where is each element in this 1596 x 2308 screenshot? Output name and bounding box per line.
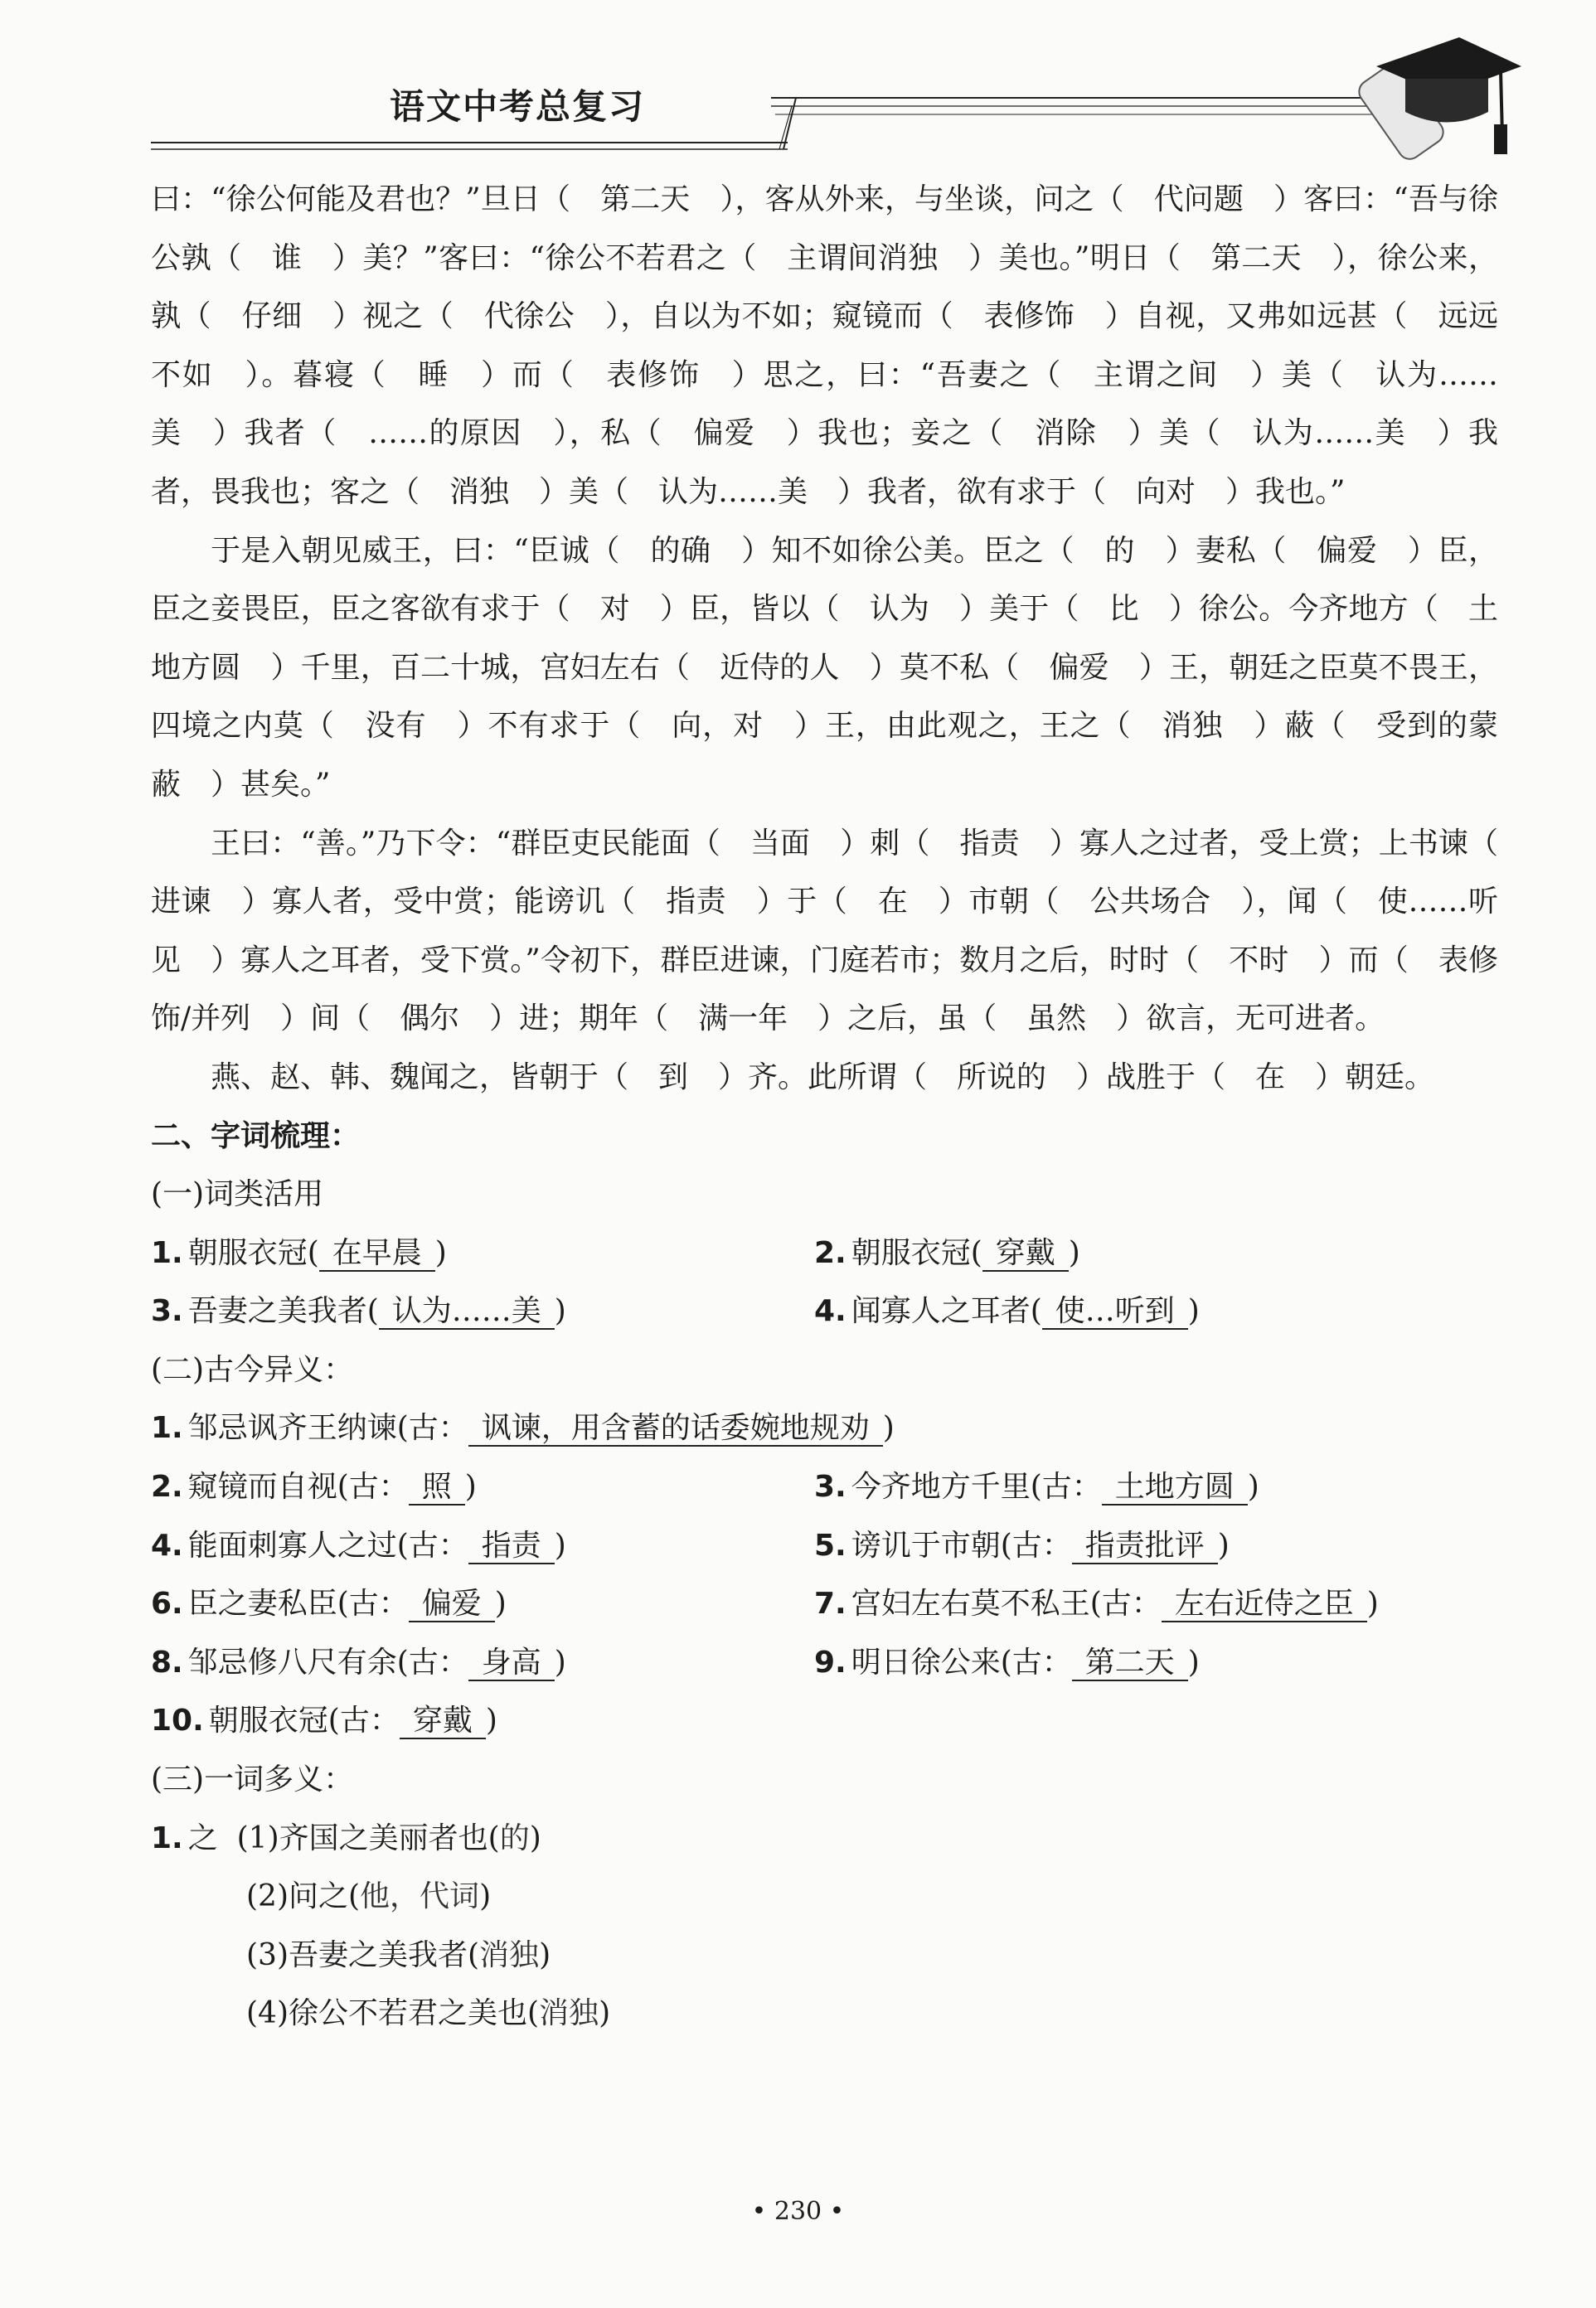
header-decoration <box>0 0 1596 166</box>
answer-blank[interactable]: 照 <box>409 1471 465 1506</box>
section-heading: 二、字词梳理： <box>151 1118 361 1153</box>
question-item: 8. 邹忌修八尺有余(古： 身高 ) <box>151 1645 566 1680</box>
question-item: 6. 臣之妻私臣(古： 偏爱 ) <box>151 1587 507 1622</box>
answer-blank[interactable]: 认为……美 <box>379 1295 555 1330</box>
polysemy-item: (2)问之(他，代词) <box>246 1879 492 1914</box>
question-item: 1. 朝服衣冠( 在早晨 ) <box>151 1235 447 1270</box>
polysemy-item: 1. 之 (1)齐国之美丽者也(的) <box>151 1821 541 1855</box>
question-item: 4. 闻寡人之耳者( 使…听到 ) <box>814 1294 1200 1329</box>
polysemy-item: (3)吾妻之美我者(消独) <box>246 1937 551 1972</box>
answer-text[interactable]: 消独 <box>479 1937 540 1972</box>
answer-blank[interactable]: 第二天 <box>1072 1646 1188 1681</box>
answer-blank[interactable]: 身高 <box>468 1646 555 1681</box>
polysemy-item: (4)徐公不若君之美也(消独) <box>246 1996 611 2031</box>
ancient-modern-list <box>151 1399 1498 1751</box>
answer-blank[interactable]: 左右近侍之臣 <box>1162 1588 1367 1622</box>
answer-text[interactable]: 的 <box>499 1821 530 1855</box>
answer-text[interactable]: 消独 <box>539 1996 599 2031</box>
question-item: 5. 谤讥于市朝(古： 指责批评 ) <box>814 1528 1230 1563</box>
question-item: 2. 朝服衣冠( 穿戴 ) <box>814 1235 1080 1270</box>
answer-text[interactable]: 他，代词 <box>360 1879 480 1914</box>
page-number: • 230 • <box>751 2197 845 2226</box>
answer-blank[interactable]: 指责 <box>468 1530 555 1564</box>
page-header <box>0 0 1596 166</box>
answer-blank[interactable]: 在早晨 <box>319 1237 435 1272</box>
answer-blank[interactable]: 偏爱 <box>409 1588 495 1622</box>
answer-blank[interactable]: 使…听到 <box>1042 1295 1188 1330</box>
answer-blank[interactable]: 穿戴 <box>400 1704 486 1739</box>
page-content <box>151 171 1529 2044</box>
answer-blank[interactable]: 讽谏，用含蓄的话委婉地规劝 <box>468 1412 883 1447</box>
question-item: 4. 能面刺寡人之过(古： 指责 ) <box>151 1528 566 1563</box>
question-item: 3. 吾妻之美我者( 认为……美 ) <box>151 1294 566 1329</box>
passage-paragraph: 燕、赵、韩、魏闻之，皆朝于（ 到 ）齐。此所谓（ 所说的 ）战胜于（ 在 ）朝廷。 <box>211 1059 1435 1094</box>
subsection-title: (二)古今异义： <box>151 1352 354 1387</box>
answer-blank[interactable]: 指责批评 <box>1072 1530 1218 1564</box>
passage-paragraph: 曰：“徐公何能及君也？”旦日（ 第二天 ），客从外来，与坐谈，问之（ 代问题 ）客曰：“吾与徐公孰（ 谁 ）美？”客曰：“徐公不若君之（ 主谓间消独 ）美也。”明日（ 第二天 ），徐公来，孰（ 仔细 ）视之（ 代徐公 ），自以为不如；窥镜而（ 表修饰 ）自视，又弗如远甚（ 远远不如 ）。暮寝（ 睡 ）而（ 表修饰 ）思之，曰：“吾妻之（ 主谓之间 ）美（ 认为……美 ）我者（ ……的原因 ），私（ 偏爱 ）我也；妾之（ 消除 ）美（ 认为……美 ）我者，畏我也；客之（ 消独 ）美（ 认为……美 ）我者，欲有求于（ 向对 ）我也。” <box>151 182 1498 509</box>
answer-blank[interactable]: 穿戴 <box>982 1237 1069 1272</box>
question-item: 1. 邹忌讽齐王纳谏(古： 讽谏，用含蓄的话委婉地规劝 ) <box>151 1411 895 1446</box>
passage-paragraph: 王曰：“善。”乃下令：“群臣吏民能面（ 当面 ）刺（ 指责 ）寡人之过者，受上赏；上书谏（ 进谏 ）寡人者，受中赏；能谤讥（ 指责 ）于（ 在 ）市朝（ 公共场合 ），闻（ 使……听见 ）寡人之耳者，受下赏。”令初下，群臣进谏，门庭若市；数月之后，时时（ 不时 ）而（ 表修饰/并列 ）间（ 偶尔 ）进；期年（ 满一年 ）之后，虽（ 虽然 ）欲言，无可进者。 <box>151 826 1529 1036</box>
question-item: 2. 窥镜而自视(古： 照 ) <box>151 1470 477 1505</box>
polysemy-list <box>151 1810 1498 2044</box>
subsection-title: (一)词类活用 <box>151 1177 324 1212</box>
question-item: 3. 今齐地方千里(古： 土地方圆 ) <box>814 1470 1259 1505</box>
passage-paragraph: 于是入朝见威王，曰：“臣诚（ 的确 ）知不如徐公美。臣之（ 的 ）妻私（ 偏爱 ）臣，臣之妾畏臣，臣之客欲有求于（ 对 ）臣，皆以（ 认为 ）美于（ 比 ）徐公。今齐地方（ 土地方圆 ）千里，百二十城，宫妇左右（ 近侍的人 ）莫不私（ 偏爱 ）王，朝廷之臣莫不畏王，四境之内莫（ 没有 ）不有求于（ 向，对 ）王，由此观之，王之（ 消独 ）蔽（ 受到的蒙蔽 ）甚矣。” <box>151 533 1498 802</box>
question-item: 10. 朝服衣冠(古： 穿戴 ) <box>151 1704 497 1738</box>
question-item: 7. 宫妇左右莫不私王(古： 左右近侍之臣 ) <box>814 1587 1379 1622</box>
book-title: 语文中考总复习 <box>390 86 646 127</box>
subsection-title: (三)一词多义： <box>151 1763 354 1797</box>
word-usage-list <box>151 1224 1498 1341</box>
question-item: 9. 明日徐公来(古： 第二天 ) <box>814 1645 1200 1680</box>
answer-blank[interactable]: 土地方圆 <box>1102 1471 1248 1506</box>
